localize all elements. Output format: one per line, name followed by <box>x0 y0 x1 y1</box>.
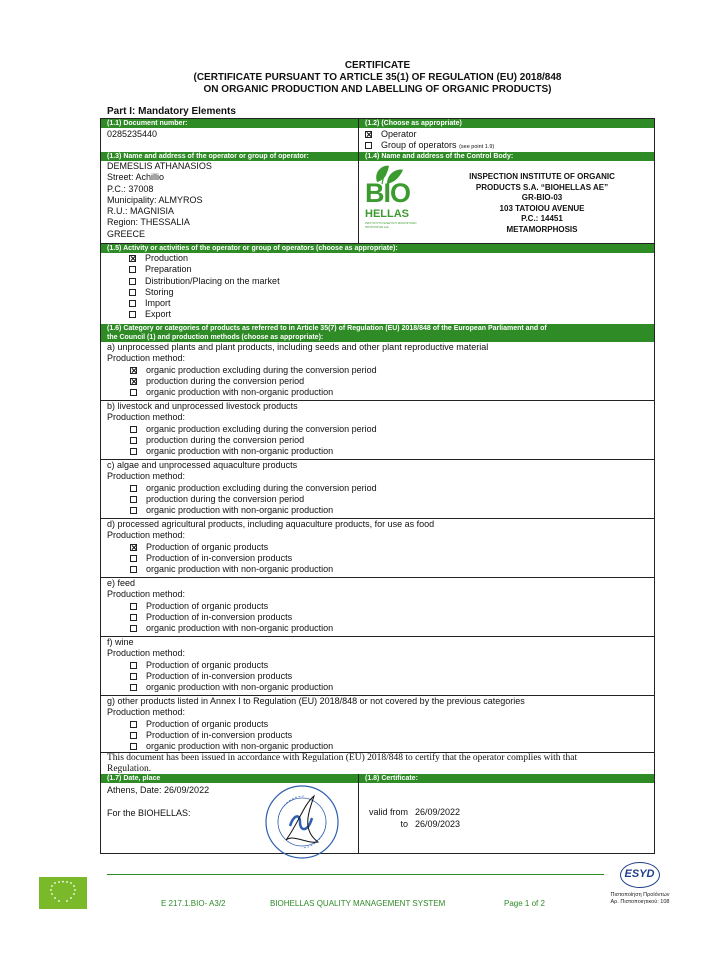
category-f-title: f) wine <box>107 637 134 647</box>
control-body-line-2: PRODUCTS S.A. “BIOHELLAS AE” <box>475 182 609 192</box>
option-label: Production of in-conversion products <box>146 670 293 681</box>
checkbox-empty-icon <box>130 496 137 503</box>
category-d <box>101 519 654 577</box>
production-method-label: Production method: <box>107 589 186 600</box>
category-c-option-3 <box>101 505 654 516</box>
esyd-caption-1: Πιστοποίηση Προϊόντων <box>610 892 670 898</box>
activity-label: Storing <box>145 286 174 297</box>
section-1-4-header: (1.4) Name and address of the Control Body: <box>359 152 654 161</box>
category-f-option-2 <box>101 671 654 682</box>
checkbox-empty-icon <box>129 289 136 296</box>
checkbox-empty-icon <box>130 437 137 444</box>
section-1-6-header-text <box>101 324 654 342</box>
group-label: Group of operators <box>381 140 457 151</box>
group-note: (see point 1.9) <box>459 144 495 151</box>
category-c-title: c) algae and unprocessed aquaculture products <box>107 460 298 470</box>
category-e <box>101 578 654 636</box>
option-label: organic production with non-organic production <box>146 741 334 752</box>
category-a <box>101 342 654 400</box>
checkbox-checked-icon <box>129 255 136 262</box>
production-method-label: Production method: <box>107 707 186 718</box>
option-label: organic production with non-organic production <box>146 387 334 398</box>
esyd-logo <box>620 862 660 888</box>
option-label: organic production excluding during the conversion period <box>146 482 377 493</box>
logo-tagline: ΙΝΣΤΙΤΟΥΤΟ ΕΛΕΓΧΟΥ ΒΙΟΛΟΓΙΚΩΝ ΠΡΟΪΟΝΤΩΝ Α.Ε. <box>365 221 417 229</box>
checkbox-empty-icon <box>129 278 136 285</box>
category-d-option-3 <box>101 564 654 575</box>
category-d-option-1 <box>101 542 654 553</box>
statement <box>101 753 654 775</box>
checkbox-empty-icon <box>129 266 136 273</box>
section-1-1-header: (1.1) Document number: <box>101 119 358 128</box>
option-label: organic production with non-organic production <box>146 682 334 693</box>
checkbox-empty-icon <box>130 389 137 396</box>
activity-production <box>101 253 654 264</box>
certificate-title: CERTIFICATE <box>344 60 411 71</box>
option-label: Production of organic products <box>146 600 269 611</box>
operator-address <box>101 161 358 240</box>
stamp-icon <box>264 784 340 860</box>
activity-import <box>101 298 654 309</box>
activity-storing <box>101 287 654 298</box>
activity-label: Import <box>145 298 171 309</box>
activity-label: Export <box>145 309 172 320</box>
activity-label: Distribution/Placing on the market <box>145 275 280 286</box>
category-f-option-1 <box>101 660 654 671</box>
checkbox-empty-icon <box>130 662 137 669</box>
checkbox-empty-icon <box>130 448 137 455</box>
certificate-subtitle-1: (CERTIFICATE PURSUANT TO ARTICLE 35(1) OF REGULATION (EU) 2018/848 <box>193 72 562 83</box>
category-a-option-3 <box>101 387 654 398</box>
category-d-option-2 <box>101 553 654 564</box>
esyd-accreditation <box>608 862 672 905</box>
certificate-form <box>100 118 655 854</box>
option-label: organic production with non-organic production <box>146 446 334 457</box>
footer-code: E 217.1.BIO- A3/2 <box>161 899 226 908</box>
footer-quality-system: BIOHELLAS QUALITY MANAGEMENT SYSTEM <box>270 899 446 908</box>
eu-organic-logo <box>39 877 87 909</box>
section-1-6-label-1: (1.6) Category or categories of products as referred to in Article 35(7) of Regulation (EU) 2018/848 of the European Parliament and of <box>107 325 547 332</box>
category-a-title: a) unprocessed plants and plant products, including seeds and other plant reproductive material <box>107 342 489 352</box>
section-1-2-header: (1.2) (Choose as appropriate) <box>359 119 654 128</box>
category-c-option-2 <box>101 494 654 505</box>
production-method-label: Production method: <box>107 648 186 659</box>
option-label: Production of in-conversion products <box>146 552 293 563</box>
checkbox-empty-icon <box>130 732 137 739</box>
valid-to-date: 26/09/2023 <box>415 819 461 829</box>
category-f-option-3 <box>101 682 654 693</box>
category-b-title: b) livestock and unprocessed livestock products <box>107 401 298 411</box>
checkbox-empty-icon <box>130 566 137 573</box>
checkbox-empty-icon <box>130 684 137 691</box>
control-body-line-1: INSPECTION INSTITUTE OF ORGANIC <box>469 172 615 181</box>
control-body-postcode: P.C.: 14451 <box>521 214 563 223</box>
section-1-7-header: (1.7) Date, place <box>101 774 358 783</box>
operator-regional-unit: R.U.: MAGNISIA <box>107 206 175 217</box>
section-1-5 <box>101 243 654 321</box>
option-label: Production of organic products <box>146 718 269 729</box>
control-body-city: METAMORPHOSIS <box>506 224 578 234</box>
option-label: organic production excluding during the conversion period <box>146 423 377 434</box>
production-method-label: Production method: <box>107 412 186 423</box>
category-g-title: g) other products listed in Annex I to Regulation (EU) 2018/848 or not covered by the previous categories <box>107 696 525 706</box>
footer-page-number: Page 1 of 2 <box>504 899 545 908</box>
category-a-option-2 <box>101 376 654 387</box>
valid-to-label: to <box>400 819 408 829</box>
option-label: production during the conversion period <box>146 375 305 386</box>
operator-municipality: Municipality: ALMYROS <box>107 194 203 205</box>
category-g-option-1 <box>101 719 654 730</box>
category-b-option-2 <box>101 435 654 446</box>
footer-divider <box>107 874 604 875</box>
category-e-title: e) feed <box>107 578 136 588</box>
section-1-6-label-2: the Council (1) and production methods (choose as appropriate): <box>107 334 324 341</box>
issue-date: Athens, Date: 26/09/2022 <box>107 785 210 795</box>
section-1-8-header: (1.8) Certificate: <box>359 774 654 783</box>
category-e-option-1 <box>101 601 654 612</box>
checkbox-empty-icon <box>129 311 136 318</box>
production-method-label: Production method: <box>107 530 186 541</box>
option-label: organic production with non-organic production <box>146 623 334 634</box>
production-method-label: Production method: <box>107 471 186 482</box>
operator-option <box>359 129 654 140</box>
esyd-logo-text: ESYD <box>624 868 655 880</box>
checkbox-empty-icon <box>130 614 137 621</box>
activity-label: Preparation <box>145 264 192 275</box>
category-d-title: d) processed agricultural products, including aquaculture products, for use as food <box>107 519 435 529</box>
option-label: organic production with non-organic production <box>146 505 334 516</box>
certificate-title-block <box>100 60 655 96</box>
category-g-option-3 <box>101 741 654 752</box>
checkbox-empty-icon <box>130 721 137 728</box>
valid-from-label: valid from <box>368 807 408 817</box>
section-1-8 <box>358 774 654 854</box>
section-1-3 <box>101 152 358 243</box>
checkbox-checked-icon <box>130 544 137 551</box>
category-b-option-3 <box>101 446 654 457</box>
valid-from-date: 26/09/2022 <box>415 807 461 817</box>
control-body-street: 103 TATOIOU AVENUE <box>499 203 585 213</box>
biohellas-logo <box>365 162 425 236</box>
checkbox-empty-icon <box>365 142 372 149</box>
category-e-option-3 <box>101 623 654 634</box>
eu-leaf-icon <box>39 877 87 909</box>
checkbox-empty-icon <box>130 485 137 492</box>
section-1-7 <box>101 774 358 854</box>
section-1-1 <box>101 119 358 152</box>
operator-street: Street: Achillio <box>107 172 165 183</box>
option-label: production during the conversion period <box>146 493 305 504</box>
logo-word-bio: BIO <box>365 178 411 208</box>
activity-export <box>101 309 654 320</box>
category-b-option-1 <box>101 424 654 435</box>
category-g-option-2 <box>101 730 654 741</box>
part-title: Part I: Mandatory Elements <box>107 106 236 117</box>
option-label: Production of organic products <box>146 659 269 670</box>
checkbox-checked-icon <box>365 131 372 138</box>
checkbox-empty-icon <box>130 426 137 433</box>
production-method-label: Production method: <box>107 353 186 364</box>
category-e-option-2 <box>101 612 654 623</box>
category-c <box>101 460 654 518</box>
option-label: organic production with non-organic production <box>146 564 334 575</box>
certificate-subtitle-2: ON ORGANIC PRODUCTION AND LABELLING OF ORGANIC PRODUCTS) <box>203 84 552 95</box>
category-b <box>101 401 654 459</box>
section-1-3-header: (1.3) Name and address of the operator or group of operator: <box>101 152 358 161</box>
esyd-caption-2: Αρ. Πιστοποιητικού: 108 <box>610 898 670 905</box>
operator-postcode: P.C.: 37008 <box>107 183 154 194</box>
signatory-label: For the BIOHELLAS: <box>107 808 191 819</box>
checkbox-empty-icon <box>130 625 137 632</box>
activity-preparation <box>101 264 654 275</box>
checkbox-empty-icon <box>130 507 137 514</box>
checkbox-empty-icon <box>130 555 137 562</box>
checkbox-checked-icon <box>130 367 137 374</box>
checkbox-empty-icon <box>129 300 136 307</box>
document-number: 0285235440 <box>107 129 158 139</box>
official-stamp <box>264 784 340 860</box>
checkbox-empty-icon <box>130 743 137 750</box>
option-label: Production of in-conversion products <box>146 611 293 622</box>
operator-label: Operator <box>381 129 417 139</box>
control-body-address <box>427 172 657 235</box>
option-label: Production of organic products <box>146 541 269 552</box>
option-label: production during the conversion period <box>146 434 305 445</box>
category-f <box>101 637 654 695</box>
category-g <box>101 696 654 754</box>
category-a-option-1 <box>101 365 654 376</box>
option-label: organic production excluding during the conversion period <box>146 364 377 375</box>
checkbox-empty-icon <box>130 673 137 680</box>
section-1-5-header: (1.5) Activity or activities of the operator or group of operators (choose as appropriate): <box>101 244 654 253</box>
option-label: Production of in-conversion products <box>146 729 293 740</box>
section-1-6-header <box>101 324 654 342</box>
operator-region: Region: THESSALIA <box>107 217 190 228</box>
statement-text: This document has been issued in accordance with Regulation (EU) 2018/848 to certify that the operator complies with that Regulation. <box>107 753 578 774</box>
section-1-2 <box>358 119 654 152</box>
section-1-4 <box>358 152 654 243</box>
activity-label: Production <box>145 253 189 263</box>
operator-country: GREECE <box>107 228 146 239</box>
operator-name: DEMESLIS ATHANASIOS <box>107 161 212 171</box>
activity-distribution <box>101 276 654 287</box>
category-c-option-1 <box>101 483 654 494</box>
control-body-code: GR-BIO-03 <box>521 193 563 202</box>
checkbox-checked-icon <box>130 378 137 385</box>
checkbox-empty-icon <box>130 603 137 610</box>
logo-word-hellas: HELLAS <box>365 208 409 220</box>
